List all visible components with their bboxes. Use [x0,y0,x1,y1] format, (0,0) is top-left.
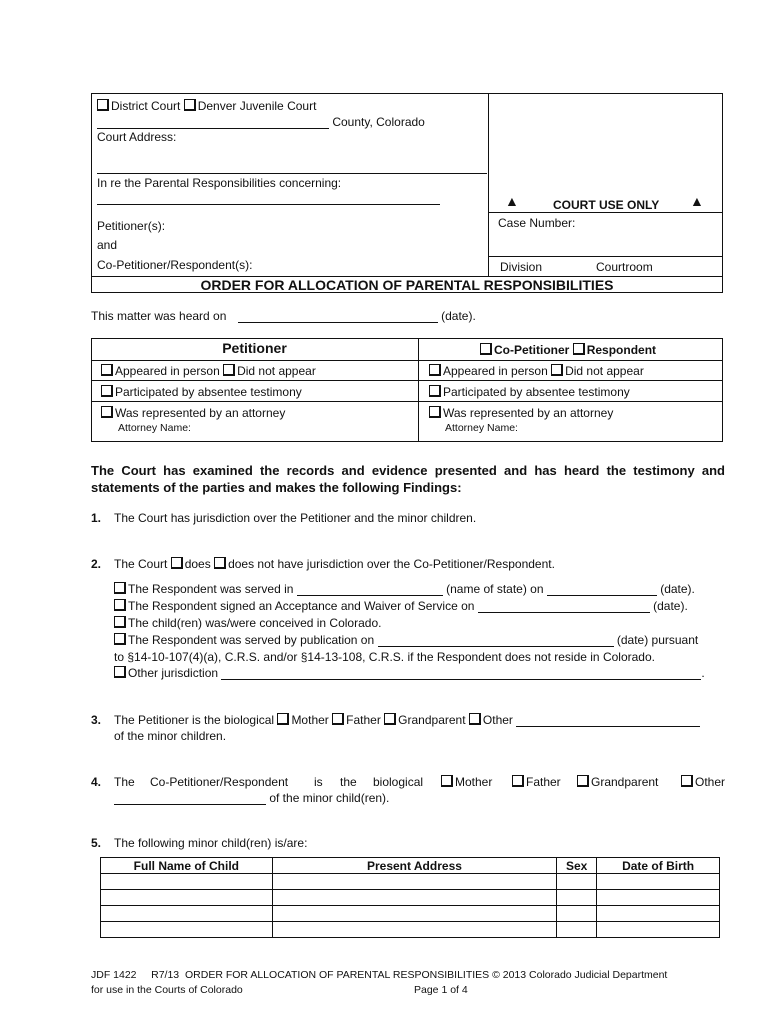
item4-grandparent-checkbox[interactable] [577,775,589,787]
respondent-not-appear-checkbox[interactable] [551,364,563,376]
state-field[interactable] [297,584,443,596]
petitioner-header: Petitioner [222,340,287,356]
child-name-cell[interactable] [101,890,273,906]
acceptance-label: The Respondent signed an Acceptance and Waiver of Service on [128,599,475,613]
does-checkbox[interactable] [171,557,183,569]
publication-pursuant-label: (date) pursuant [616,633,699,647]
appearance-rule-2 [91,380,723,381]
court-use-rule [489,212,723,213]
respondent-appeared-row [429,364,644,378]
served-in-label: The Respondent was served in [128,582,294,596]
item4-father-checkbox[interactable] [512,775,524,787]
header-sex: Sex [557,858,597,874]
acceptance-checkbox[interactable] [114,599,126,611]
petitioner-represented-checkbox[interactable] [101,406,113,418]
item3-mother-label: Mother [291,713,329,727]
served-date-label: (date). [660,582,695,596]
district-court-checkbox[interactable] [97,99,109,111]
acceptance-date-field[interactable] [478,601,650,613]
item3-father-label: Father [346,713,381,727]
item4-word-the2: the [340,775,357,789]
item2-number: 2. [91,557,102,571]
child-dob-cell[interactable] [597,874,720,890]
served-date-field[interactable] [547,584,657,596]
child-sex-cell[interactable] [557,874,597,890]
other-jurisdiction-label: Other jurisdiction [128,666,219,680]
respondent-header: Respondent [586,343,657,357]
child-sex-cell[interactable] [557,906,597,922]
item3-prefix: The Petitioner is the biological [114,713,275,727]
respondent-not-appear-label: Did not appear [565,364,644,378]
findings-intro: The Court has examined the records and evidence presented and has heard the testimony and statements of the parties and makes the following Findings: [91,463,725,495]
item4-other-option [681,775,725,789]
triangle-right-icon: ▲ [690,193,704,209]
respondent-absentee-checkbox[interactable] [429,385,441,397]
item4-word-party: Co-Petitioner/Respondent [150,775,289,789]
petitioner-not-appear-label: Did not appear [237,364,316,378]
item4-word-biological: biological [373,775,424,789]
item1-number: 1. [91,511,102,525]
in-re-field[interactable] [97,204,440,205]
item4-grandparent-label: Grandparent [591,775,659,789]
header-full-name: Full Name of Child [101,858,273,874]
respondent-represented-row [429,406,613,420]
header-date-of-birth: Date of Birth [597,858,720,874]
conceived-label: The child(ren) was/were conceived in Colorado. [128,616,382,630]
court-type-row [97,99,316,113]
children-table [100,857,720,938]
footer-line-1 [91,969,667,981]
item5-text: The following minor child(ren) is/are: [114,836,308,850]
respondent-checkbox[interactable] [573,343,585,355]
item3-grandparent-checkbox[interactable] [384,713,396,725]
respondent-absentee-label: Participated by absentee testimony [443,385,630,399]
table-row [101,906,720,922]
petitioner-appeared-checkbox[interactable] [101,364,113,376]
heard-on-suffix: (date). [441,309,476,323]
appearance-rule-1 [91,360,723,361]
district-court-label: District Court [111,99,181,113]
footer-title: ORDER FOR ALLOCATION OF PARENTAL RESPONSIBILITIES © 2013 Colorado Judicial Department [185,969,668,981]
child-address-cell[interactable] [272,906,557,922]
division-label: Division [500,260,543,274]
item3-grandparent-label: Grandparent [398,713,466,727]
address-rule [97,173,487,174]
served-in-checkbox[interactable] [114,582,126,594]
respondent-represented-checkbox[interactable] [429,406,441,418]
publication-date-field[interactable] [378,635,614,647]
item4-other-checkbox[interactable] [681,775,693,787]
footer-page-number: Page 1 of 4 [414,984,468,996]
child-name-cell[interactable] [101,906,273,922]
conceived-checkbox[interactable] [114,616,126,628]
petitioner-represented-label: Was represented by an attorney [115,406,286,420]
co-petitioner-label: Co-Petitioner/Respondent(s): [97,258,253,272]
triangle-left-icon: ▲ [505,193,519,209]
statute-text: to §14-10-107(4)(a), C.R.S. and/or §14-13-108, C.R.S. if the Respondent does not reside in Colorado. [114,650,655,664]
item2-prefix: The Court [114,557,168,571]
child-dob-cell[interactable] [597,922,720,938]
conceived-row [114,616,381,630]
item2-jurisdiction-row [114,557,555,571]
item4-word-is: is [314,775,323,789]
publication-label: The Respondent was served by publication on [128,633,375,647]
petitioner-absentee-checkbox[interactable] [101,385,113,397]
item4-number: 4. [91,775,102,789]
petitioner-appeared-row [101,364,316,378]
child-address-cell[interactable] [272,874,557,890]
item4-suffix-row [114,791,389,805]
item4-mother-checkbox[interactable] [441,775,453,787]
footer-revision: R7/13 [151,969,180,981]
case-number-rule [489,256,723,257]
courtroom-label: Courtroom [596,260,653,274]
footer-form-number: JDF 1422 [91,969,137,981]
heard-on-row [91,309,476,323]
table-row [101,922,720,938]
child-dob-cell[interactable] [597,890,720,906]
item3-other-checkbox[interactable] [469,713,481,725]
denver-juvenile-label: Denver Juvenile Court [197,99,317,113]
item3-father-checkbox[interactable] [332,713,344,725]
page-title: ORDER FOR ALLOCATION OF PARENTAL RESPONSIBILITIES [200,277,614,293]
item5-number: 5. [91,836,102,850]
child-sex-cell[interactable] [557,890,597,906]
child-dob-cell[interactable] [597,906,720,922]
item4-father-option [512,775,561,789]
publication-row [114,633,698,647]
item4-other-field[interactable] [114,793,266,805]
court-use-only-label: COURT USE ONLY [553,198,660,212]
respondent-attorney-name-label: Attorney Name: [445,422,518,434]
respondent-appeared-label: Appeared in person [443,364,548,378]
respondent-represented-label: Was represented by an attorney [443,406,614,420]
table-row [101,890,720,906]
appearance-divider [418,338,419,442]
item3-mother-checkbox[interactable] [277,713,289,725]
item4-other-label: Other [695,775,726,789]
item3-other-field[interactable] [516,715,700,727]
respondent-absentee-row [429,385,630,399]
county-row [97,115,425,129]
item4-grandparent-option [577,775,658,789]
item3-number: 3. [91,713,102,727]
footer-use: for use in the Courts of Colorado [91,984,243,996]
in-re-label: In re the Parental Responsibilities concerning: [97,176,342,190]
petitioner-attorney-name-label: Attorney Name: [118,422,191,434]
children-table-header [101,858,720,874]
co-petitioner-header: Co-Petitioner [494,343,570,357]
item3-other-label: Other [482,713,513,727]
other-jurisdiction-period: . [701,666,705,680]
acceptance-date-label: (date). [653,599,688,613]
child-address-cell[interactable] [272,922,557,938]
heard-on-date-field[interactable] [238,311,438,323]
does-label: does [184,557,211,571]
child-name-cell[interactable] [101,874,273,890]
petitioner-absentee-label: Participated by absentee testimony [115,385,302,399]
item4-suffix: of the minor child(ren). [269,791,390,805]
acceptance-row [114,599,688,613]
county-label: County, Colorado [332,115,425,129]
denver-juvenile-checkbox[interactable] [184,99,196,111]
item3-suffix: of the minor children. [114,729,227,743]
item4-mother-option [441,775,492,789]
item4-word-the: The [114,775,135,789]
petitioner-absentee-row [101,385,302,399]
co-petitioner-checkbox[interactable] [480,343,492,355]
item3-row [114,713,700,727]
served-in-row [114,582,695,596]
co-petitioner-header-row [480,343,656,357]
petitioner-not-appear-checkbox[interactable] [223,364,235,376]
header-present-address: Present Address [272,858,557,874]
name-of-state-label: (name of state) on [446,582,544,596]
table-row [101,874,720,890]
other-jurisdiction-field[interactable] [221,668,701,680]
other-jurisdiction-checkbox[interactable] [114,666,126,678]
caption-divider [488,93,489,277]
child-address-cell[interactable] [272,890,557,906]
item1-text: The Court has jurisdiction over the Petitioner and the minor children. [114,511,477,525]
heard-on-label: This matter was heard on [91,309,227,323]
county-field[interactable] [97,117,329,129]
case-number-label: Case Number: [498,216,576,230]
petitioners-label: Petitioner(s): [97,219,166,233]
respondent-appeared-checkbox[interactable] [429,364,441,376]
does-not-label: does not have jurisdiction over the Co-Petitioner/Respondent. [228,557,555,571]
does-not-checkbox[interactable] [214,557,226,569]
item4-mother-label: Mother [455,775,493,789]
petitioner-represented-row [101,406,285,420]
and-label: and [97,238,118,252]
publication-checkbox[interactable] [114,633,126,645]
child-sex-cell[interactable] [557,922,597,938]
court-address-label: Court Address: [97,130,177,144]
petitioner-appeared-label: Appeared in person [115,364,220,378]
child-name-cell[interactable] [101,922,273,938]
other-jurisdiction-row [114,666,705,680]
item4-father-label: Father [526,775,561,789]
appearance-rule-3 [91,401,723,402]
